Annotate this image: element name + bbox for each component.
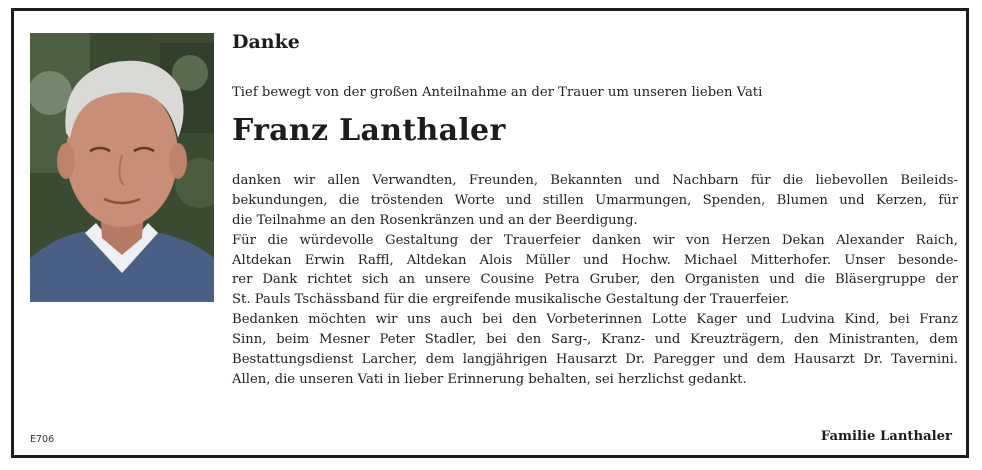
thank-you-body: [232, 171, 958, 390]
body-line: Für die würdevolle Gestaltung der Trauerfeier danken wir von Herzen Dekan Alexander Raich,: [232, 232, 958, 248]
body-line: Altdekan Erwin Raffl, Altdekan Alois Müller und Hochw. Michael Mitterhofer. Unser besonde-: [232, 252, 958, 268]
body-line: Bestattungsdienst Larcher, dem langjährigen Hausarzt Dr. Paregger und dem Hausarzt Dr. Tavernini.: [232, 352, 958, 368]
body-line: bekundungen, die tröstenden Worte und stillen Umarmungen, Spenden, Blumen und Kerzen, für: [232, 192, 958, 208]
body-line: Allen, die unseren Vati in lieber Erinnerung behalten, sei herzlichst gedankt.: [232, 371, 747, 387]
body-line: Sinn, beim Mesner Peter Stadler, bei den Sarg-, Kranz- und Kreuzträgern, den Ministranten, dem: [232, 332, 958, 348]
portrait-photo: [30, 33, 214, 302]
obituary-thank-you-notice: [11, 8, 969, 458]
body-line: rer Dank richtet sich an unsere Cousine Petra Gruber, den Organisten und die Bläsergruppe der: [232, 272, 958, 288]
body-line: Bedanken möchten wir uns auch bei den Vorbeterinnen Lotte Kager und Ludvina Kind, bei Franz: [232, 312, 958, 328]
intro-text: Tief bewegt von der großen Anteilnahme an der Trauer um unseren lieben Vati: [232, 85, 763, 100]
body-line: danken wir allen Verwandten, Freunden, Bekannten und Nachbarn für die liebevollen Beileids-: [232, 173, 958, 188]
body-line: St. Pauls Tschässband für die ergreifende musikalische Gestaltung der Trauerfeier.: [232, 292, 790, 308]
portrait-image: [30, 33, 214, 302]
family-signature: Familie Lanthaler: [820, 429, 952, 444]
deceased-name: Franz Lanthaler: [232, 113, 506, 148]
notice-code: E706: [30, 434, 55, 445]
body-line: die Teilnahme an den Rosenkränzen und an der Beerdigung.: [232, 212, 638, 228]
notice-heading: Danke: [232, 31, 300, 53]
